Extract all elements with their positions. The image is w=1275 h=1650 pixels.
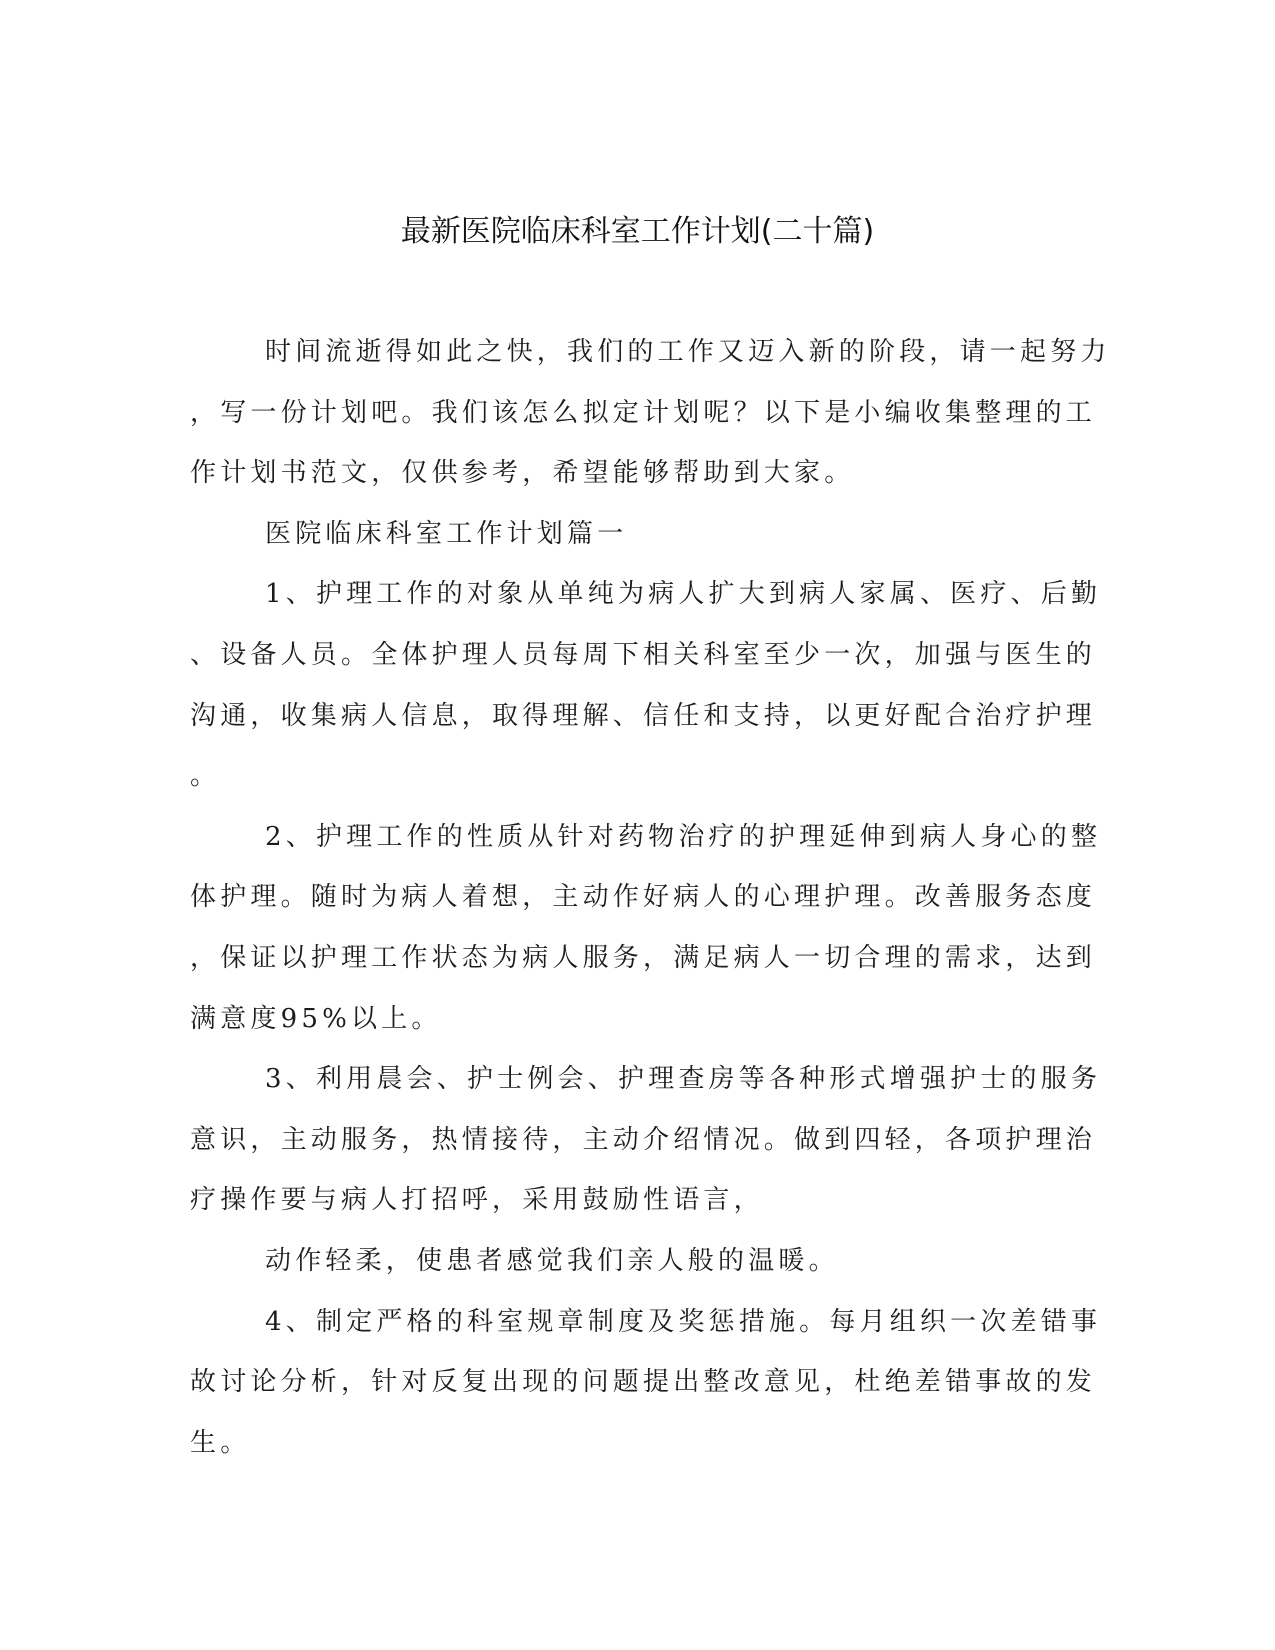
section-heading: 医院临床科室工作计划篇一	[265, 518, 628, 549]
text-line: 时间流逝得如此之快，我们的工作又迈入新的阶段，请一起努力	[265, 337, 1111, 367]
text-line: 满意度95%以上。	[190, 1003, 442, 1034]
text-line: 故讨论分析，针对反复出现的问题提出整改意见，杜绝差错事故的发	[190, 1367, 1097, 1398]
text-line: 沟通，收集病人信息，取得理解、信任和支持，以更好配合治疗护理	[190, 700, 1097, 731]
text-line: 体护理。随时为病人着想，主动作好病人的心理护理。改善服务态度	[190, 882, 1097, 913]
text-line: 动作轻柔，使患者感觉我们亲人般的温暖。	[265, 1245, 839, 1276]
text-line: 意识，主动服务，热情接待，主动介绍情况。做到四轻，各项护理治	[190, 1124, 1097, 1155]
text-line: 2、护理工作的性质从针对药物治疗的护理延伸到病人身心的整	[265, 821, 1102, 852]
text-line: ，写一份计划吧。我们该怎么拟定计划呢？以下是小编收集整理的工	[190, 397, 1097, 428]
document-body	[190, 322, 1111, 1473]
text-line: 、设备人员。全体护理人员每周下相关科室至少一次，加强与医生的	[190, 639, 1097, 670]
text-line: 。	[190, 761, 221, 792]
text-line: 作计划书范文，仅供参考，希望能够帮助到大家。	[190, 458, 855, 489]
text-line: 生。	[190, 1427, 251, 1458]
text-line: ，保证以护理工作状态为病人服务，满足病人一切合理的需求，达到	[190, 942, 1097, 973]
document-title: 最新医院临床科室工作计划(二十篇)	[400, 214, 875, 249]
text-line: 疗操作要与病人打招呼，采用鼓励性语言，	[190, 1185, 764, 1216]
text-line: 4、制定严格的科室规章制度及奖惩措施。每月组织一次差错事	[265, 1306, 1102, 1337]
text-line: 3、利用晨会、护士例会、护理查房等各种形式增强护士的服务	[265, 1064, 1102, 1095]
text-line: 1、护理工作的对象从单纯为病人扩大到病人家属、医疗、后勤	[265, 579, 1102, 610]
